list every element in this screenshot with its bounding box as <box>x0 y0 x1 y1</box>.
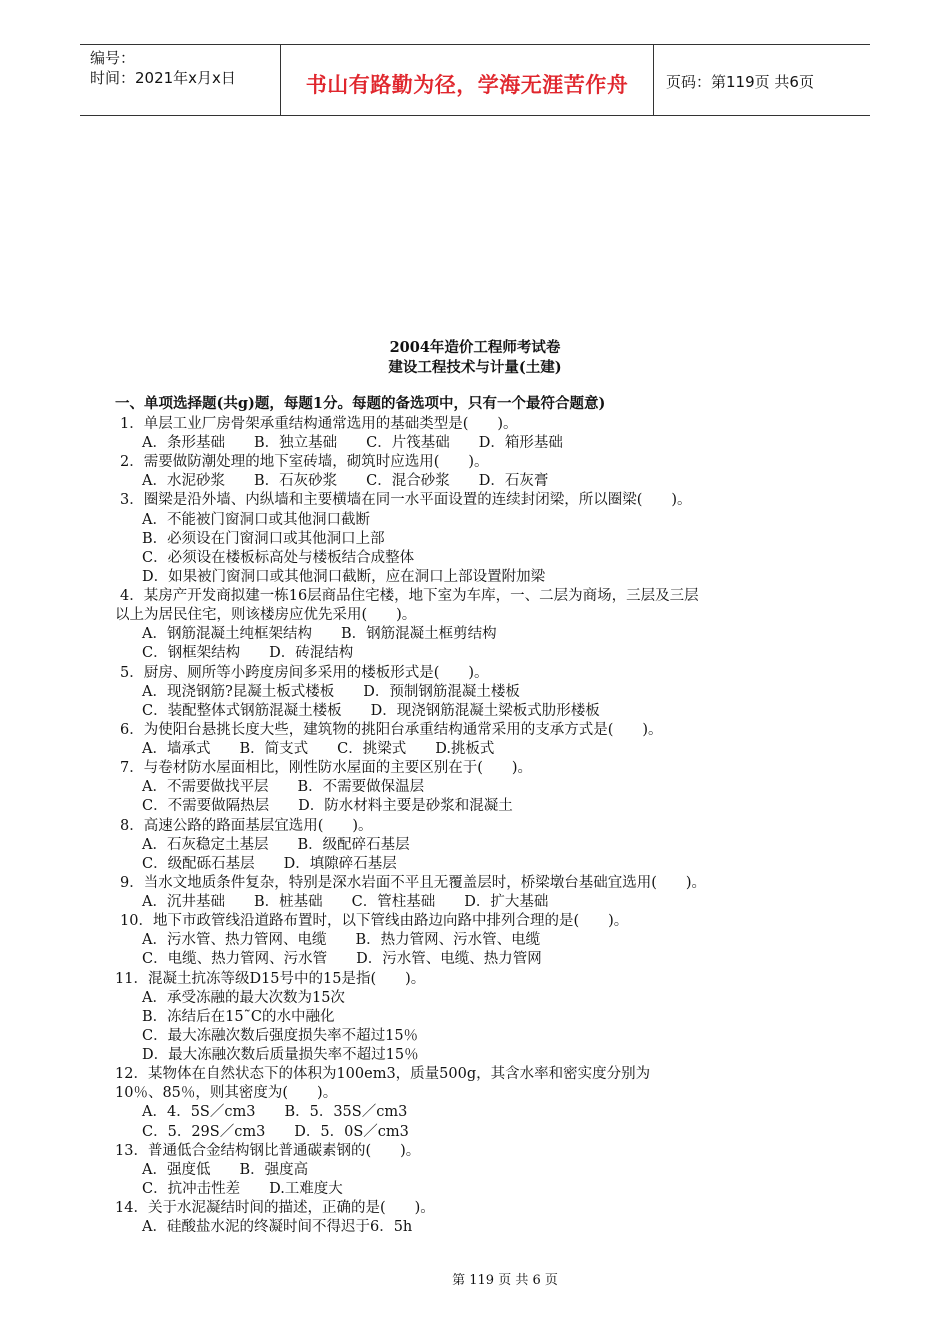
question-line: 13．普通低合金结构钢比普通碳素钢的( )。 <box>115 1143 421 1159</box>
option-line: C．钢框架结构 D．砖混结构 <box>142 645 354 661</box>
option-line: A．石灰稳定土基层 B．级配碎石基层 <box>142 837 410 853</box>
option-line: A．硅酸盐水泥的终凝时间不得迟于6．5h <box>142 1219 413 1235</box>
option-line: A．不需要做找平层 B．不需要做保温层 <box>142 779 425 795</box>
question-line: 4．某房产开发商拟建一栋16层商品住宅楼，地下室为车库，一、二层为商场，三层及三层 <box>120 588 699 604</box>
option-line: B．冻结后在15˜C的水中融化 <box>142 1009 335 1025</box>
question-line: 8．高速公路的路面基层宜选用( )。 <box>120 818 373 834</box>
option-line: A．4．5S／cm3 B．5．35S／cm3 <box>142 1104 408 1120</box>
header-motto-cell <box>281 45 654 115</box>
question-line: 10．地下市政管线沿道路布置时，以下管线由路边向路中排列合理的是( )。 <box>120 913 629 929</box>
number-label: 编号： <box>90 49 136 67</box>
question-line: 7．与卷材防水屋面相比，刚性防水屋面的主要区别在于( )。 <box>120 760 533 776</box>
question-line: 5．厨房、厕所等小跨度房间多采用的楼板形式是( )。 <box>120 665 489 681</box>
option-line: C．装配整体式钢筋混凝土楼板 D．现浇钢筋混凝土梁板式肋形楼板 <box>142 703 600 719</box>
option-line: C．不需要做隔热层 D．防水材料主要是砂浆和混凝土 <box>142 798 513 814</box>
option-line: A．污水管、热力管网、电缆 B．热力管网、污水管、电缆 <box>142 932 541 948</box>
header-page-cell <box>654 45 870 115</box>
question-line: 以上为居民住宅，则该楼房应优先采用( )。 <box>115 607 417 623</box>
option-line: A．现浇钢筋?昆凝土板式楼板 D．预制钢筋混凝土楼板 <box>142 684 520 700</box>
exam-subtitle: 建设工程技术与计量(土建) <box>388 359 562 376</box>
question-line: 10％、85％，则其密度为( )。 <box>115 1085 338 1101</box>
exam-title: 2004年造价工程师考试卷 <box>389 339 561 356</box>
option-line: A．强度低 B．强度高 <box>142 1162 309 1178</box>
option-line: A．水泥砂浆 B．石灰砂浆 C．混合砂浆 D．石灰膏 <box>142 473 549 489</box>
option-line: A．墙承式 B．简支式 C．挑梁式 D.挑板式 <box>142 741 495 757</box>
question-line: 12．某物体在自然状态下的体积为100em3，质量500g，其含水率和密实度分别为 <box>115 1066 651 1082</box>
time-label: 时间：2021年x月x日 <box>90 69 236 87</box>
question-line: 9．当水文地质条件复杂，特别是深水岩面不平且无覆盖层时，桥梁墩台基础宜选用( )。 <box>120 875 707 891</box>
option-line: C．抗冲击性差 D.工难度大 <box>142 1181 343 1197</box>
option-line: B．必须设在门窗洞口或其他洞口上部 <box>142 531 385 547</box>
option-line: C．最大冻融次数后强度损失率不超过15％ <box>142 1028 419 1044</box>
option-line: A．承受冻融的最大次数为15次 <box>142 990 345 1006</box>
option-line: C．必须设在楼板标高处与楼板结合成整体 <box>142 550 415 566</box>
question-line: 6．为使阳台悬挑长度大些，建筑物的挑阳台承重结构通常采用的支承方式是( )。 <box>120 722 663 738</box>
option-line: C．5．29S／cm3 D．5．0S／cm3 <box>142 1124 409 1140</box>
section-heading: 一、单项选择题(共g)题，每题1分。每题的备选项中，只有一个最符合题意) <box>115 395 606 412</box>
option-line: A．不能被门窗洞口或其他洞口截断 <box>142 512 370 528</box>
question-line: 3．圈梁是沿外墙、内纵墙和主要横墙在同一水平面设置的连续封闭梁，所以圈梁( )。 <box>120 492 692 508</box>
option-line: A．钢筋混凝土纯框架结构 B．钢筋混凝土框剪结构 <box>142 626 497 642</box>
header-info-cell <box>80 45 281 115</box>
option-line: D．如果被门窗洞口或其他洞口截断，应在洞口上部设置附加梁 <box>142 569 546 585</box>
question-line: 2．需要做防潮处理的地下室砖墙，砌筑时应选用( )。 <box>120 454 489 470</box>
question-line: 14．关于水泥凝结时间的描述，正确的是( )。 <box>115 1200 435 1216</box>
option-line: C．级配砾石基层 D．填隙碎石基层 <box>142 856 397 872</box>
question-line: 11．混凝土抗冻等级D15号中的15是指( )。 <box>115 971 426 987</box>
option-line: A．条形基础 B．独立基础 C．片筏基础 D．箱形基础 <box>142 435 563 451</box>
option-line: D．最大冻融次数后质量损失率不超过15％ <box>142 1047 419 1063</box>
page-label: 页码：第119页 共6页 <box>666 73 814 91</box>
motto-text: 书山有路勤为径，学海无涯苦作舟 <box>305 73 629 97</box>
option-line: C．电缆、热力管网、污水管 D．污水管、电缆、热力管网 <box>142 951 542 967</box>
option-line: A．沉井基础 B．桩基础 C．管柱基础 D．扩大基础 <box>142 894 549 910</box>
question-line: 1．单层工业厂房骨架承重结构通常选用的基础类型是( )。 <box>120 416 518 432</box>
page-footer: 第 119 页 共 6 页 <box>452 1273 558 1288</box>
document-header <box>80 44 870 116</box>
